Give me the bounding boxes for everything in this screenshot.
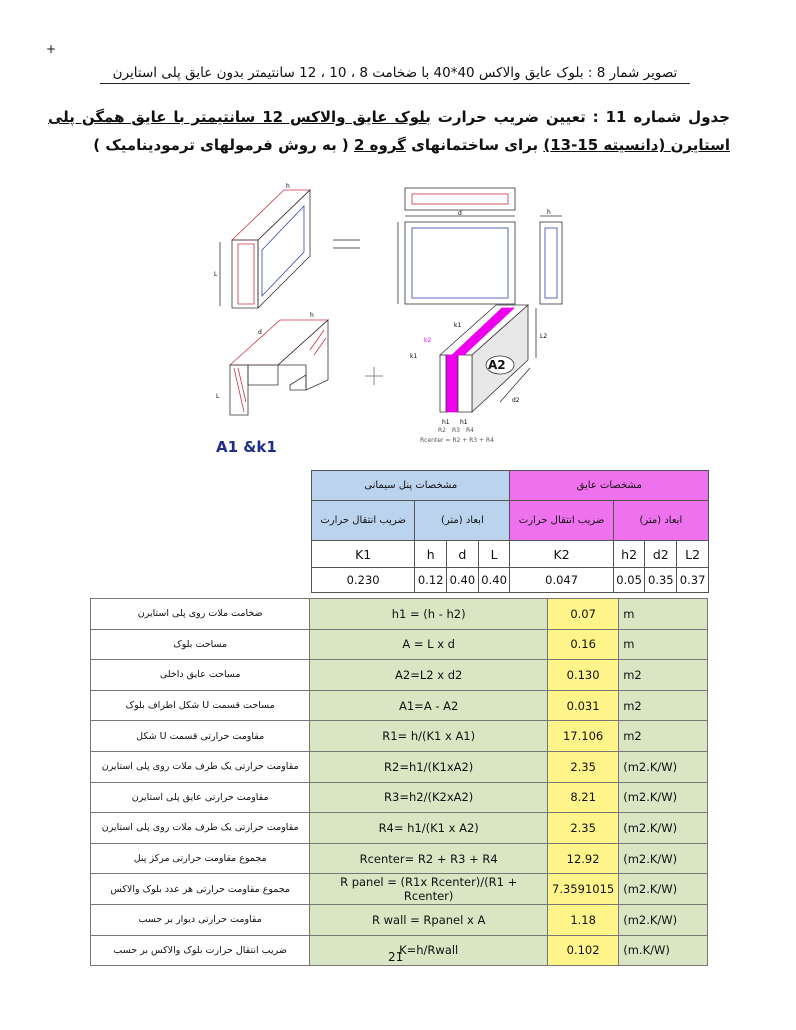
calc-label: مقاومت حرارتی قسمت U شکل <box>91 721 310 752</box>
calc-label: مساحت بلوک <box>91 629 310 660</box>
spec-symbol: d2 <box>645 541 677 568</box>
spec-symbol: K1 <box>312 541 415 568</box>
front-view-drawing <box>398 188 515 304</box>
calc-unit: (m.K/W) <box>619 935 708 966</box>
calc-formula: R2=h1/(K1xA2) <box>310 751 548 782</box>
calc-unit: (m2.K/W) <box>619 751 708 782</box>
calc-table <box>90 598 708 966</box>
calc-unit: m2 <box>619 690 708 721</box>
calc-value: 1.18 <box>548 904 619 935</box>
calc-value: 0.16 <box>548 629 619 660</box>
calc-row <box>91 690 708 721</box>
calc-formula: K=h/Rwall <box>310 935 548 966</box>
calc-value: 0.130 <box>548 660 619 691</box>
calc-formula: A = L x d <box>310 629 548 660</box>
label-R4: R4 <box>466 427 474 434</box>
calc-label: مقاومت حرارتی یک طرف ملات روی پلی استایرن <box>91 751 310 782</box>
label-k1-side: k1 <box>410 353 418 360</box>
heading-part2: بلوک عایق والاکس 12 سانتیمتر با عایق همگن پلی استایرن (دانسیته 15-13) <box>48 108 730 154</box>
calc-label: ضخامت ملات روی پلی استایرن <box>91 599 310 630</box>
calc-unit: m <box>619 599 708 630</box>
calc-row <box>91 629 708 660</box>
spec-value: 0.12 <box>415 568 447 593</box>
calc-label: مجموع مقاومت حرارتی هر عدد بلوک والاکس <box>91 874 310 905</box>
heading-part3: برای ساختمانهای <box>405 136 544 154</box>
calc-row <box>91 751 708 782</box>
spec-coef-k1: ضریب انتقال حرارت <box>312 501 415 541</box>
label-d-front: d <box>458 210 462 217</box>
spec-value: 0.047 <box>510 568 613 593</box>
calc-value: 0.031 <box>548 690 619 721</box>
label-h-side: h <box>547 209 551 216</box>
label-L-u: L <box>216 393 220 400</box>
label-a1k1: A1 &k1 <box>216 438 277 456</box>
calc-unit: m2 <box>619 721 708 752</box>
spec-group-insulation: مشخصات عایق <box>510 471 709 501</box>
figure-caption: تصویر شمار 8 : بلوک عایق والاکس 40*40 با ضخامت 8 ، 10 ، 12 سانتیمتر بدون عایق پلی استایرن <box>100 65 690 84</box>
label-h-u: h <box>310 312 314 319</box>
label-h-iso: h <box>286 183 290 190</box>
calc-value: 0.102 <box>548 935 619 966</box>
heading-part1: جدول شماره 11 : تعیین ضریب حرارت <box>430 108 730 126</box>
calc-formula: A1=A - A2 <box>310 690 548 721</box>
label-h1-b: h1 <box>460 419 468 426</box>
calc-row <box>91 874 708 905</box>
calc-label: ضریب انتقال حرارت بلوک والاکس بر حسب <box>91 935 310 966</box>
label-h1-a: h1 <box>442 419 450 426</box>
label-k2: k2 <box>424 337 432 344</box>
calc-formula: R1= h/(K1 x A1) <box>310 721 548 752</box>
calc-formula: R wall = Rpanel x A <box>310 904 548 935</box>
calc-formula: h1 = (h - h2) <box>310 599 548 630</box>
spec-symbol: L2 <box>677 541 709 568</box>
calc-formula: R panel = (R1x Rcenter)/(R1 + Rcenter) <box>310 874 548 905</box>
spec-symbol: L <box>478 541 510 568</box>
label-R3: R3 <box>452 427 460 434</box>
calc-unit: (m2.K/W) <box>619 813 708 844</box>
calc-formula: Rcenter= R2 + R3 + R4 <box>310 843 548 874</box>
plus-marker: + <box>46 42 57 56</box>
spec-dims-cement: ابعاد (متر) <box>415 501 510 541</box>
spec-value: 0.05 <box>613 568 645 593</box>
label-L2: L2 <box>540 333 548 340</box>
spec-table <box>311 470 709 593</box>
calc-value: 12.92 <box>548 843 619 874</box>
calc-row <box>91 721 708 752</box>
label-A2: A2 <box>488 358 506 372</box>
label-d2: d2 <box>512 397 520 404</box>
spec-value: 0.40 <box>447 568 479 593</box>
spec-symbol: h2 <box>613 541 645 568</box>
calc-row <box>91 843 708 874</box>
calc-unit: m2 <box>619 660 708 691</box>
spec-symbol: d <box>447 541 479 568</box>
calc-formula: R3=h2/(K2xA2) <box>310 782 548 813</box>
calc-value: 8.21 <box>548 782 619 813</box>
spec-value: 0.40 <box>478 568 510 593</box>
calc-value: 2.35 <box>548 751 619 782</box>
label-d-u: d <box>258 329 262 336</box>
u-shape-drawing <box>230 320 328 415</box>
label-k1-top: k1 <box>454 322 462 329</box>
calc-formula: R4= h1/(K1 x A2) <box>310 813 548 844</box>
calc-row <box>91 782 708 813</box>
calc-label: مجموع مقاومت حرارتی مرکز پنل <box>91 843 310 874</box>
calc-value: 2.35 <box>548 813 619 844</box>
calc-value: 0.07 <box>548 599 619 630</box>
calc-unit: m <box>619 629 708 660</box>
spec-value: 0.230 <box>312 568 415 593</box>
calc-row <box>91 660 708 691</box>
spec-value: 0.35 <box>645 568 677 593</box>
spec-coef-k2: ضریب انتقال حرارت <box>510 501 613 541</box>
label-R2: R2 <box>438 427 446 434</box>
calc-unit: (m2.K/W) <box>619 843 708 874</box>
calc-label: مساحت قسمت U شکل اطراف بلوک <box>91 690 310 721</box>
spec-group-cement: مشخصات پنل سیمانی <box>312 471 510 501</box>
side-view-drawing <box>540 216 562 304</box>
calc-row <box>91 813 708 844</box>
heading-part4: گروه 2 <box>354 136 406 154</box>
calc-row <box>91 599 708 630</box>
spec-symbol: K2 <box>510 541 613 568</box>
calc-label: مقاومت حرارتی دیوار بر حسب <box>91 904 310 935</box>
calc-label: مقاومت حرارتی عایق پلی استایرن <box>91 782 310 813</box>
label-rcenter: Rcenter = R2 + R3 + R4 <box>420 437 494 444</box>
block-diagram <box>200 180 600 460</box>
calc-label: مقاومت حرارتی یک طرف ملات روی پلی استایرن <box>91 813 310 844</box>
calc-unit: (m2.K/W) <box>619 874 708 905</box>
calc-value: 7.3591015 <box>548 874 619 905</box>
table-heading <box>48 103 730 159</box>
heading-part5: ( به روش فرمولهای ترمودینامیک ) <box>93 136 354 154</box>
spec-dims-insulation: ابعاد (متر) <box>613 501 708 541</box>
page-number: 21 <box>388 950 404 964</box>
calc-unit: (m2.K/W) <box>619 904 708 935</box>
iso-block-drawing <box>220 190 310 308</box>
spec-value: 0.37 <box>677 568 709 593</box>
calc-value: 17.106 <box>548 721 619 752</box>
calc-label: مساحت عایق داخلی <box>91 660 310 691</box>
label-L-iso: L <box>214 271 218 278</box>
calc-row <box>91 904 708 935</box>
spec-symbol: h <box>415 541 447 568</box>
calc-unit: (m2.K/W) <box>619 782 708 813</box>
calc-formula: A2=L2 x d2 <box>310 660 548 691</box>
